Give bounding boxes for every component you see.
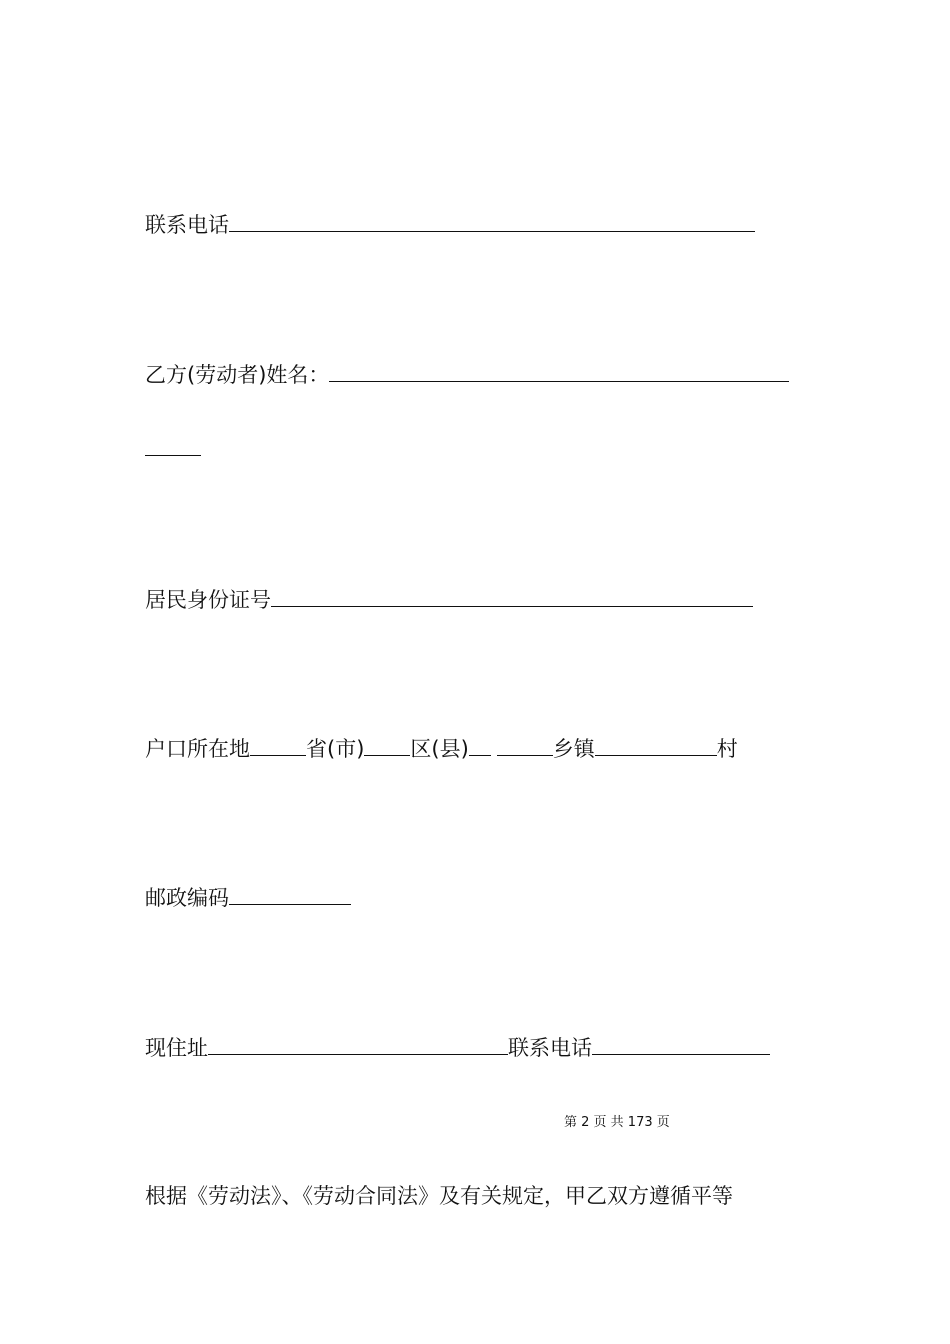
township-blank-a[interactable] bbox=[469, 735, 491, 756]
body-text: 根据《劳动法》、《劳动合同法》及有关规定，甲乙双方遵循平等 bbox=[145, 1184, 733, 1208]
hukou-label: 户口所在地 bbox=[145, 737, 250, 761]
contact-phone-blank[interactable] bbox=[229, 211, 755, 232]
district-blank[interactable] bbox=[364, 735, 410, 756]
address-row bbox=[145, 1034, 770, 1061]
party-b-name-row bbox=[145, 361, 789, 388]
contact-phone-row bbox=[145, 211, 755, 238]
id-number-row bbox=[145, 586, 753, 613]
postal-code-label: 邮政编码 bbox=[145, 886, 229, 910]
party-b-name-blank-continued[interactable] bbox=[145, 435, 201, 456]
contact-phone-2-blank[interactable] bbox=[592, 1034, 770, 1055]
province-blank[interactable] bbox=[250, 735, 306, 756]
postal-code-row bbox=[145, 884, 351, 911]
body-paragraph bbox=[145, 1183, 733, 1209]
party-b-name-continuation bbox=[145, 435, 201, 462]
province-label: 省(市) bbox=[306, 737, 365, 761]
id-number-label: 居民身份证号 bbox=[145, 588, 271, 612]
page-number: 第 2 页 共 173 页 bbox=[564, 1115, 670, 1130]
township-label: 乡镇 bbox=[552, 737, 595, 761]
township-blank-b[interactable] bbox=[497, 735, 553, 756]
hukou-row bbox=[145, 735, 738, 762]
contact-phone-2-label: 联系电话 bbox=[508, 1036, 592, 1060]
village-blank[interactable] bbox=[595, 735, 717, 756]
district-label: 区(县) bbox=[410, 737, 469, 761]
address-blank[interactable] bbox=[208, 1034, 508, 1055]
id-number-blank[interactable] bbox=[271, 586, 753, 607]
village-label: 村 bbox=[716, 737, 738, 761]
party-b-name-blank[interactable] bbox=[329, 361, 789, 382]
postal-code-blank[interactable] bbox=[229, 884, 351, 905]
address-label: 现住址 bbox=[145, 1036, 208, 1060]
party-b-name-label: 乙方(劳动者)姓名： bbox=[145, 363, 330, 387]
contact-phone-label: 联系电话 bbox=[145, 213, 229, 237]
